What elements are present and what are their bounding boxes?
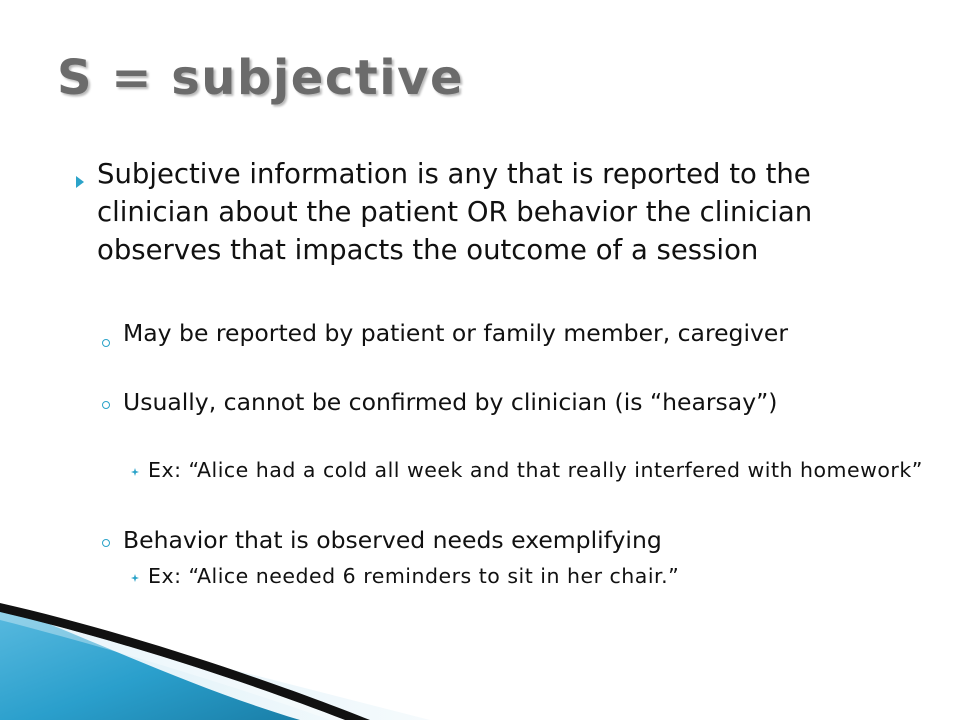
bullet-level1: Subjective information is any that is reported to the clinician about the patient OR behavior the clinician observes that impacts the outcome of a session: [97, 158, 813, 266]
bullet-level2: Behavior that is observed needs exemplifying: [123, 526, 662, 554]
bullet-level3: Ex: “Alice had a cold all week and that really interfered with homework”: [148, 458, 923, 482]
slide-title: S = subjective: [57, 50, 465, 106]
bullet-level2: May be reported by patient or family member, caregiver: [123, 319, 789, 347]
bullet-level3: Ex: “Alice needed 6 reminders to sit in her chair.”: [148, 564, 680, 588]
bullet-level2: Usually, cannot be confirmed by clinician (is “hearsay”): [123, 388, 778, 416]
